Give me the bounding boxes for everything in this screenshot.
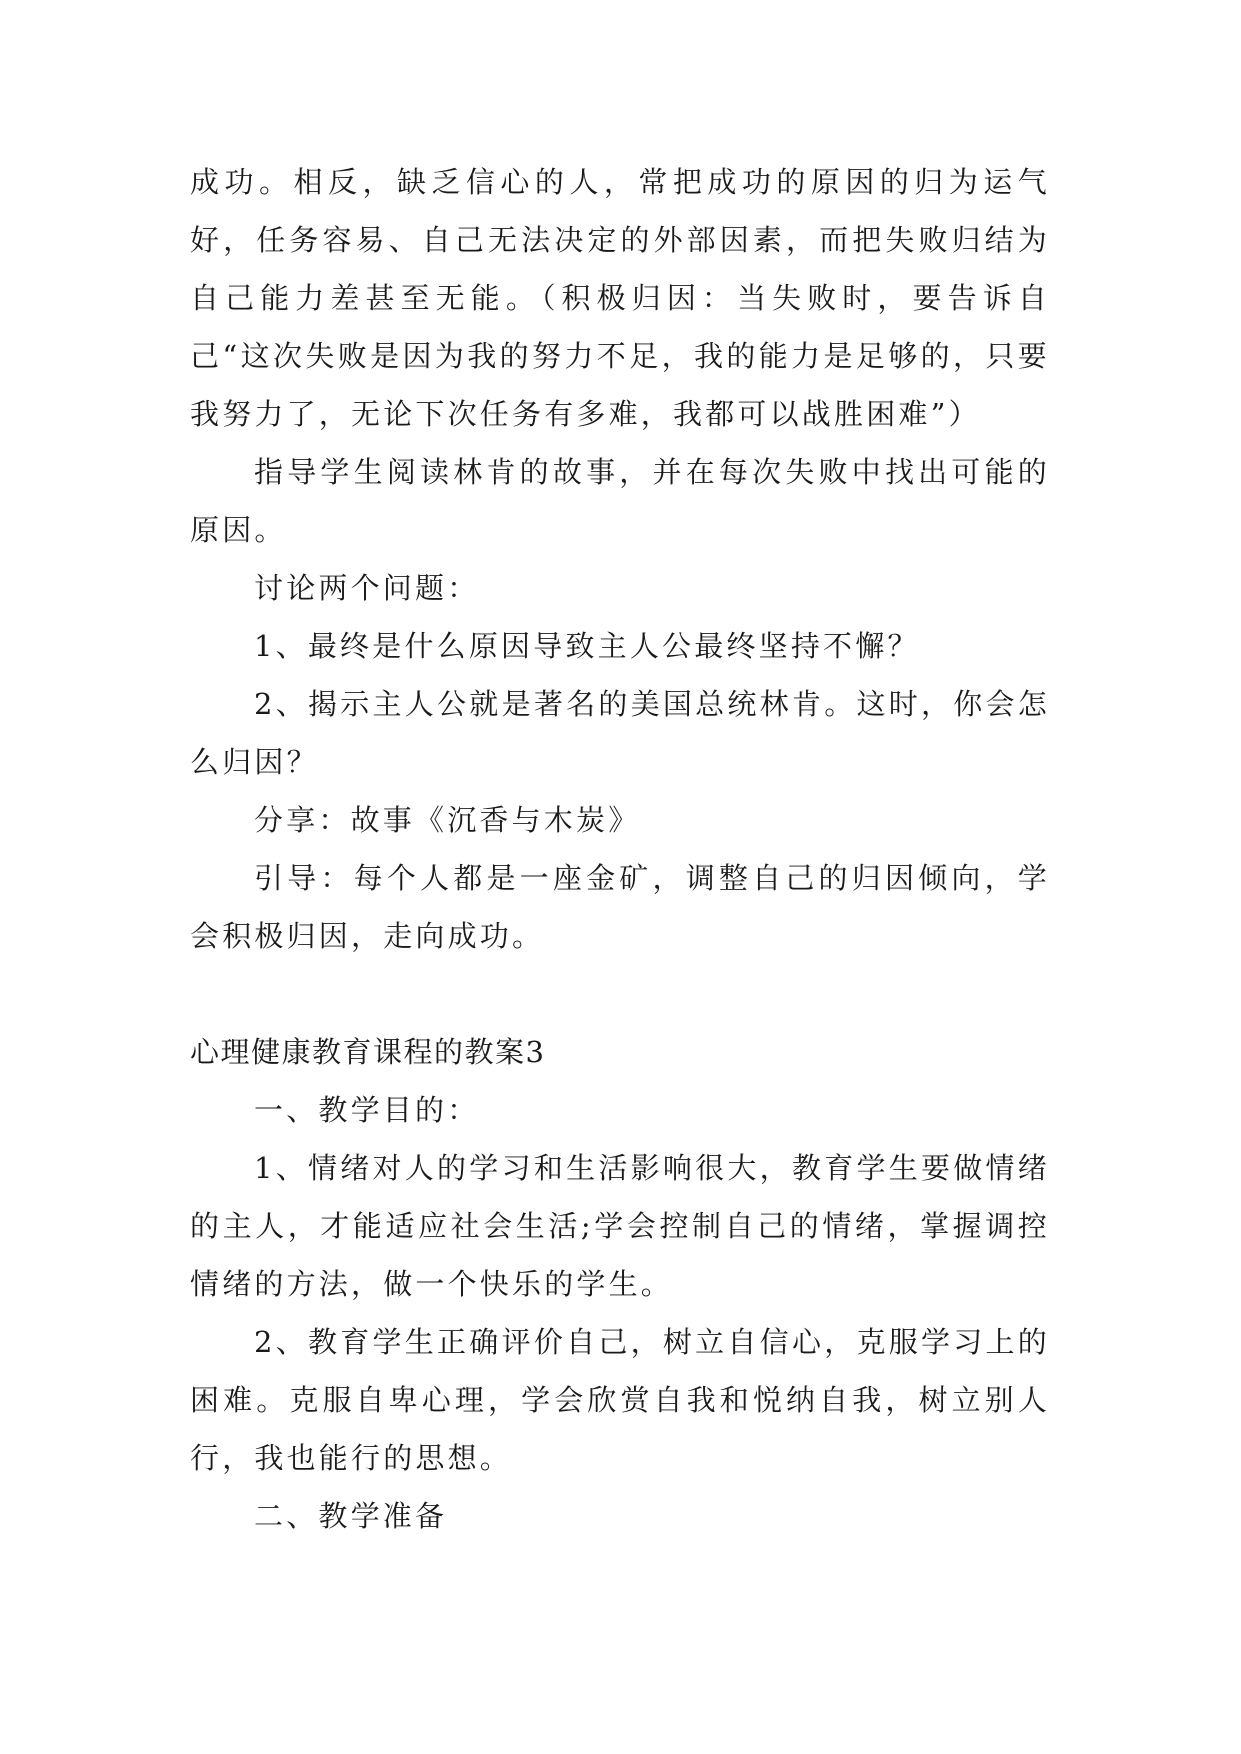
paragraph-goal-1: 1、情绪对人的学习和生活影响很大，教育学生要做情绪的主人，才能适应社会生活;学会控制自己的情绪，掌握调控情绪的方法，做一个快乐的学生。 [190,1151,1050,1301]
paragraph-teaching-prep-heading: 二、教学准备 [254,1499,448,1533]
paragraph-discussion-intro: 讨论两个问题： [254,571,480,605]
document-body [190,153,1050,1545]
paragraph-question-1: 1、最终是什么原因导致主人公最终坚持不懈？ [254,629,920,663]
section-title: 心理健康教育课程的教案3 [190,1035,546,1069]
paragraph-guidance: 引导：每个人都是一座金矿，调整自己的归因倾向，学会积极归因，走向成功。 [190,861,1050,953]
paragraph-goal-2: 2、教育学生正确评价自己，树立自信心，克服学习上的困难。克服自卑心理，学会欣赏自我和悦纳自我，树立别人行，我也能行的思想。 [190,1325,1050,1475]
paragraph-share-story: 分享：故事《沉香与木炭》 [254,803,641,837]
paragraph-continuation: 成功。相反，缺乏信心的人，常把成功的原因的归为运气好，任务容易、自己无法决定的外部因素，而把失败归结为自己能力差甚至无能。（积极归因：当失败时，要告诉自己“这次失败是因为我的努力不足，我的能力是足够的，只要我努力了，无论下次任务有多难，我都可以战胜困难”） [190,165,1050,431]
paragraph-question-2: 2、揭示主人公就是著名的美国总统林肯。这时，你会怎么归因？ [190,687,1050,779]
paragraph-teaching-goals-heading: 一、教学目的： [254,1093,480,1127]
paragraph-lincoln-reading: 指导学生阅读林肯的故事，并在每次失败中找出可能的原因。 [190,455,1050,547]
